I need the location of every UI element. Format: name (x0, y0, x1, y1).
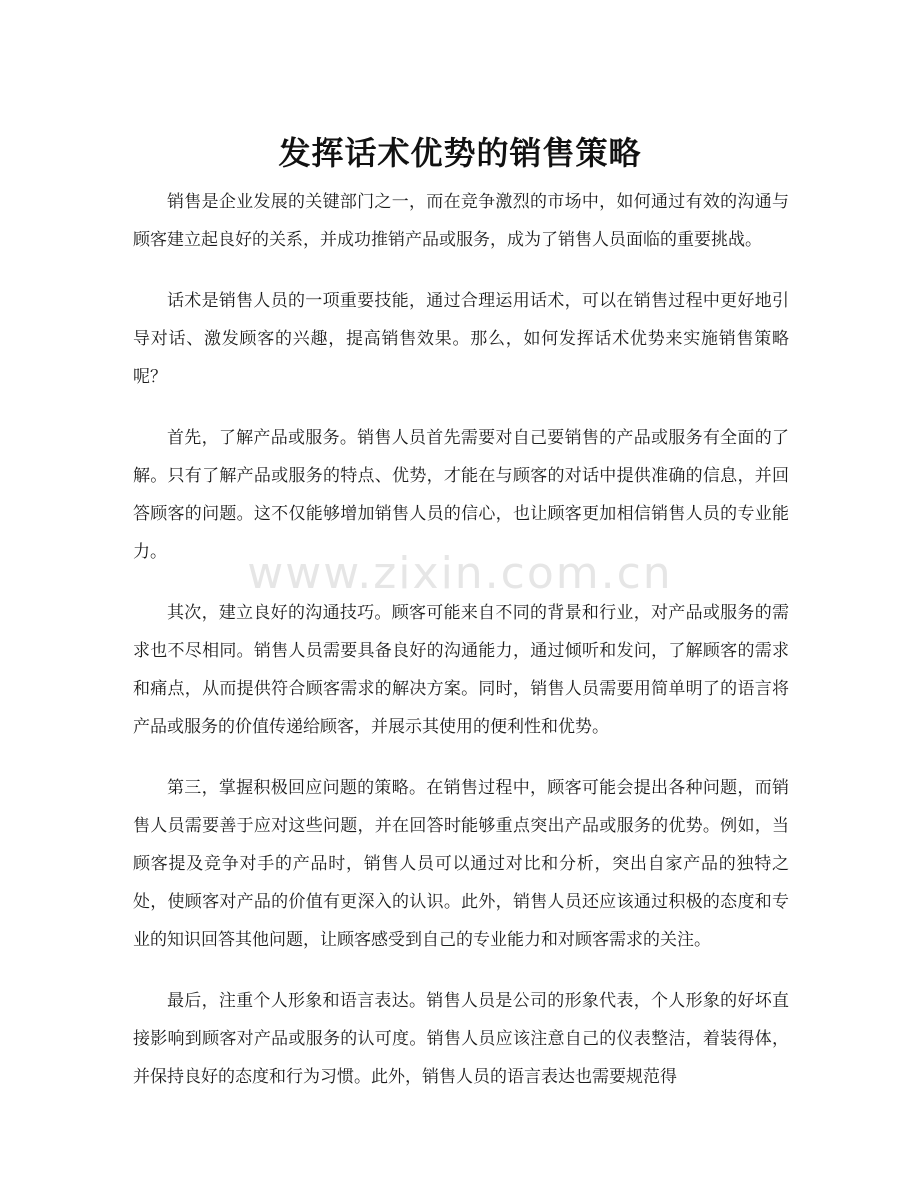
document-title: 发挥话术优势的销售策略 (278, 134, 642, 173)
document-body (133, 183, 789, 1119)
paragraph-third: 第三，掌握积极回应问题的策略。在销售过程中，顾客可能会提出各种问题，而销售人员需要善于应对这些问题，并在回答时能够重点突出产品或服务的优势。例如，当顾客提及竞争对手的产品时，销售人员可以通过对比和分析，突出自家产品的独特之处，使顾客对产品的价值有更深入的认识。此外，销售人员还应该通过积极的态度和专业的知识回答其他问题，让顾客感受到自己的专业能力和对顾客需求的关注。 (133, 778, 789, 950)
paragraph-second: 其次，建立良好的沟通技巧。顾客可能来自不同的背景和行业，对产品或服务的需求也不尽相同。销售人员需要具备良好的沟通能力，通过倾听和发问，了解顾客的需求和痛点，从而提供符合顾客需求的解决方案。同时，销售人员需要用简单明了的语言将产品或服务的价值传递给顾客，并展示其使用的便利性和优势。 (133, 603, 789, 737)
paragraph-last: 最后，注重个人形象和语言表达。销售人员是公司的形象代表，个人形象的好坏直接影响到顾客对产品或服务的认可度。销售人员应该注意自己的仪表整洁，着装得体，并保持良好的态度和行为习惯。此外，销售人员的语言表达也需要规范得 (133, 991, 789, 1087)
watermark: www.zixin.com.cn (247, 548, 673, 599)
paragraph-intro: 销售是企业发展的关键部门之一，而在竞争激烈的市场中，如何通过有效的沟通与顾客建立起良好的关系，并成功推销产品或服务，成为了销售人员面临的重要挑战。 (133, 192, 789, 250)
paragraph-first: 首先，了解产品或服务。销售人员首先需要对自己要销售的产品或服务有全面的了解。只有了解产品或服务的特点、优势，才能在与顾客的对话中提供准确的信息，并回答顾客的问题。这不仅能够增加销售人员的信心，也让顾客更加相信销售人员的专业能力。 (133, 428, 789, 562)
paragraph-question: 话术是销售人员的一项重要技能，通过合理运用话术，可以在销售过程中更好地引导对话、激发顾客的兴趣，提高销售效果。那么，如何发挥话术优势来实施销售策略呢？ (133, 291, 789, 387)
